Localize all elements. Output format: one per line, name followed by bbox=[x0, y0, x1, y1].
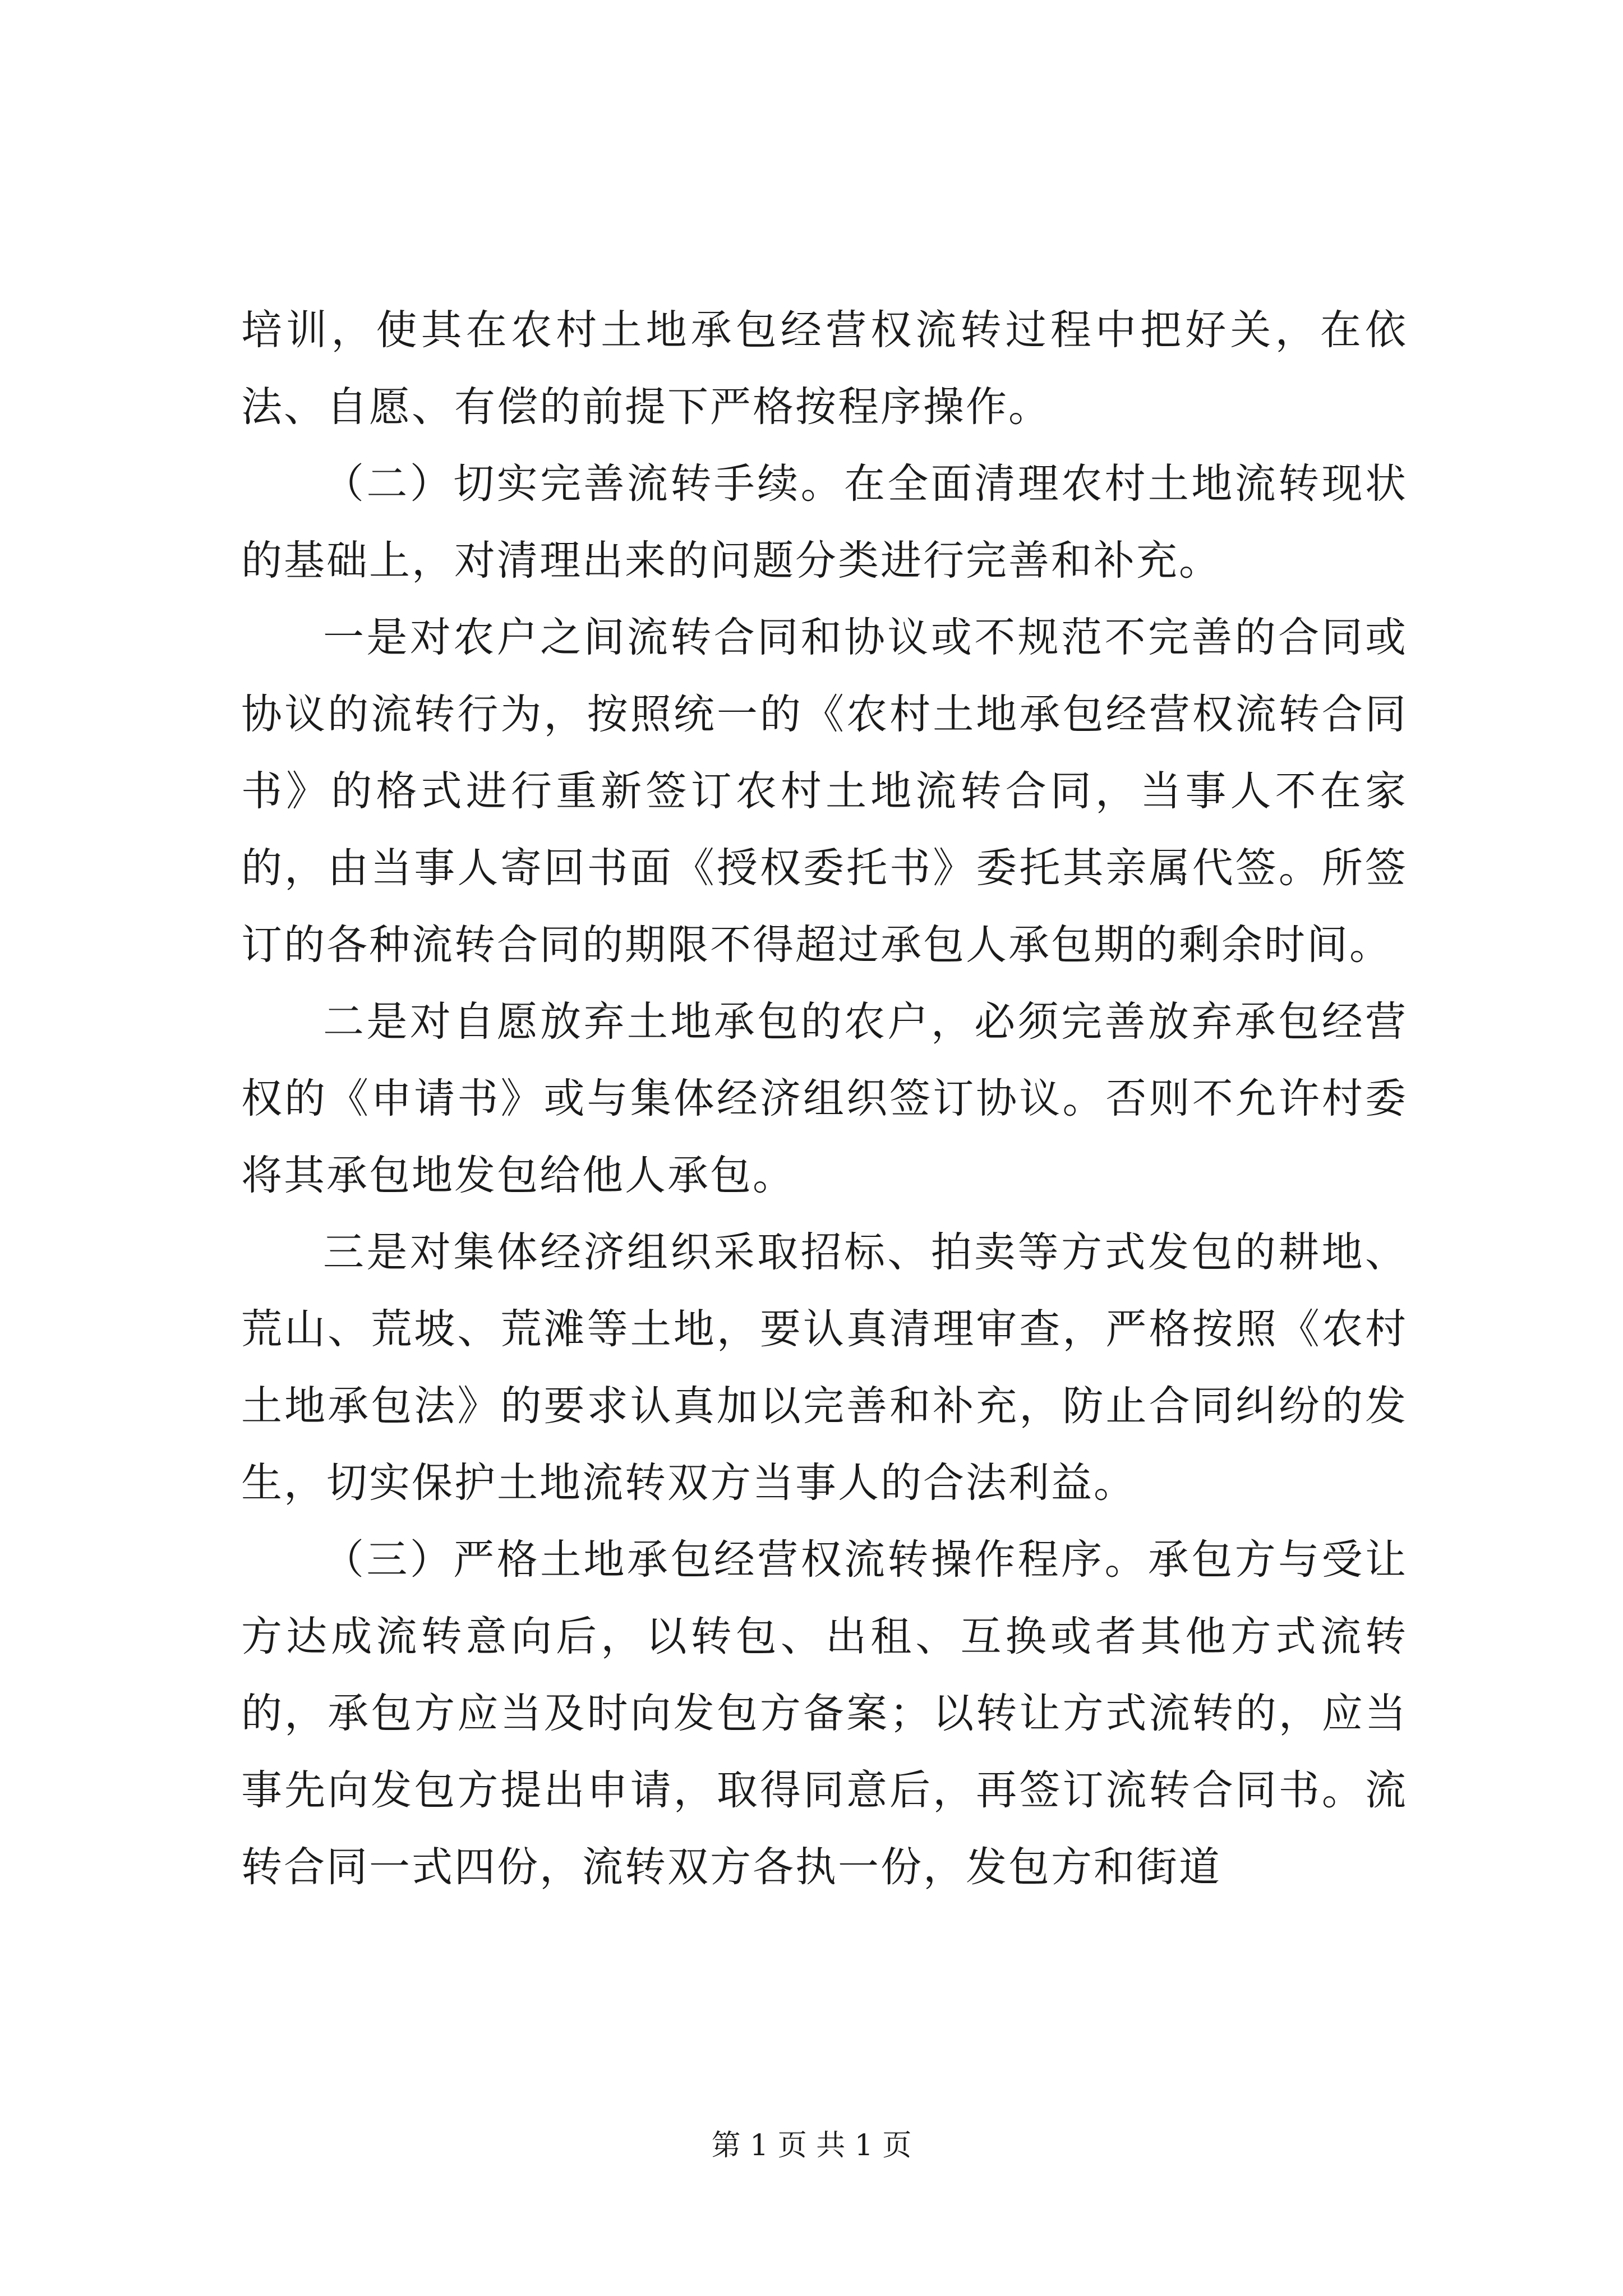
paragraph-item-3: 三是对集体经济组织采取招标、拍卖等方式发包的耕地、荒山、荒坡、荒滩等土地，要认真清理审查，严格按照《农村土地承包法》的要求认真加以完善和补充，防止合同纠纷的发生，切实保护土地流转双方当事人的合法利益。 bbox=[241, 1228, 1408, 1507]
paragraph-item-2: 二是对自愿放弃土地承包的农户，必须完善放弃承包经营权的《申请书》或与集体经济组织签订协议。否则不允许村委将其承包地发包给他人承包。 bbox=[241, 998, 1408, 1199]
paragraph-item-1: 一是对农户之间流转合同和协议或不规范不完善的合同或协议的流转行为，按照统一的《农村土地承包经营权流转合同书》的格式进行重新签订农村土地流转合同，当事人不在家的，由当事人寄回书面《授权委托书》委托其亲属代签。所签订的各种流转合同的期限不得超过承包人承包期的剩余时间。 bbox=[241, 614, 1408, 969]
paragraph-training: 培训，使其在农村土地承包经营权流转过程中把好关，在依法、自愿、有偿的前提下严格按程序操作。 bbox=[241, 306, 1408, 431]
paragraph-section-2-heading: （二）切实完善流转手续。在全面清理农村土地流转现状的基础上，对清理出来的问题分类进行完善和补充。 bbox=[241, 460, 1408, 585]
page-footer: 第 1 页 共 1 页 bbox=[711, 2129, 912, 2162]
paragraph-section-3-heading: （三）严格土地承包经营权流转操作程序。承包方与受让方达成流转意向后，以转包、出租、互换或者其他方式流转的，承包方应当及时向发包方备案；以转让方式流转的，应当事先向发包方提出申请，取得同意后，再签订流转合同书。流转合同一式四份，流转双方各执一份，发包方和街道 bbox=[241, 1536, 1408, 1891]
document-body bbox=[241, 292, 1408, 1906]
